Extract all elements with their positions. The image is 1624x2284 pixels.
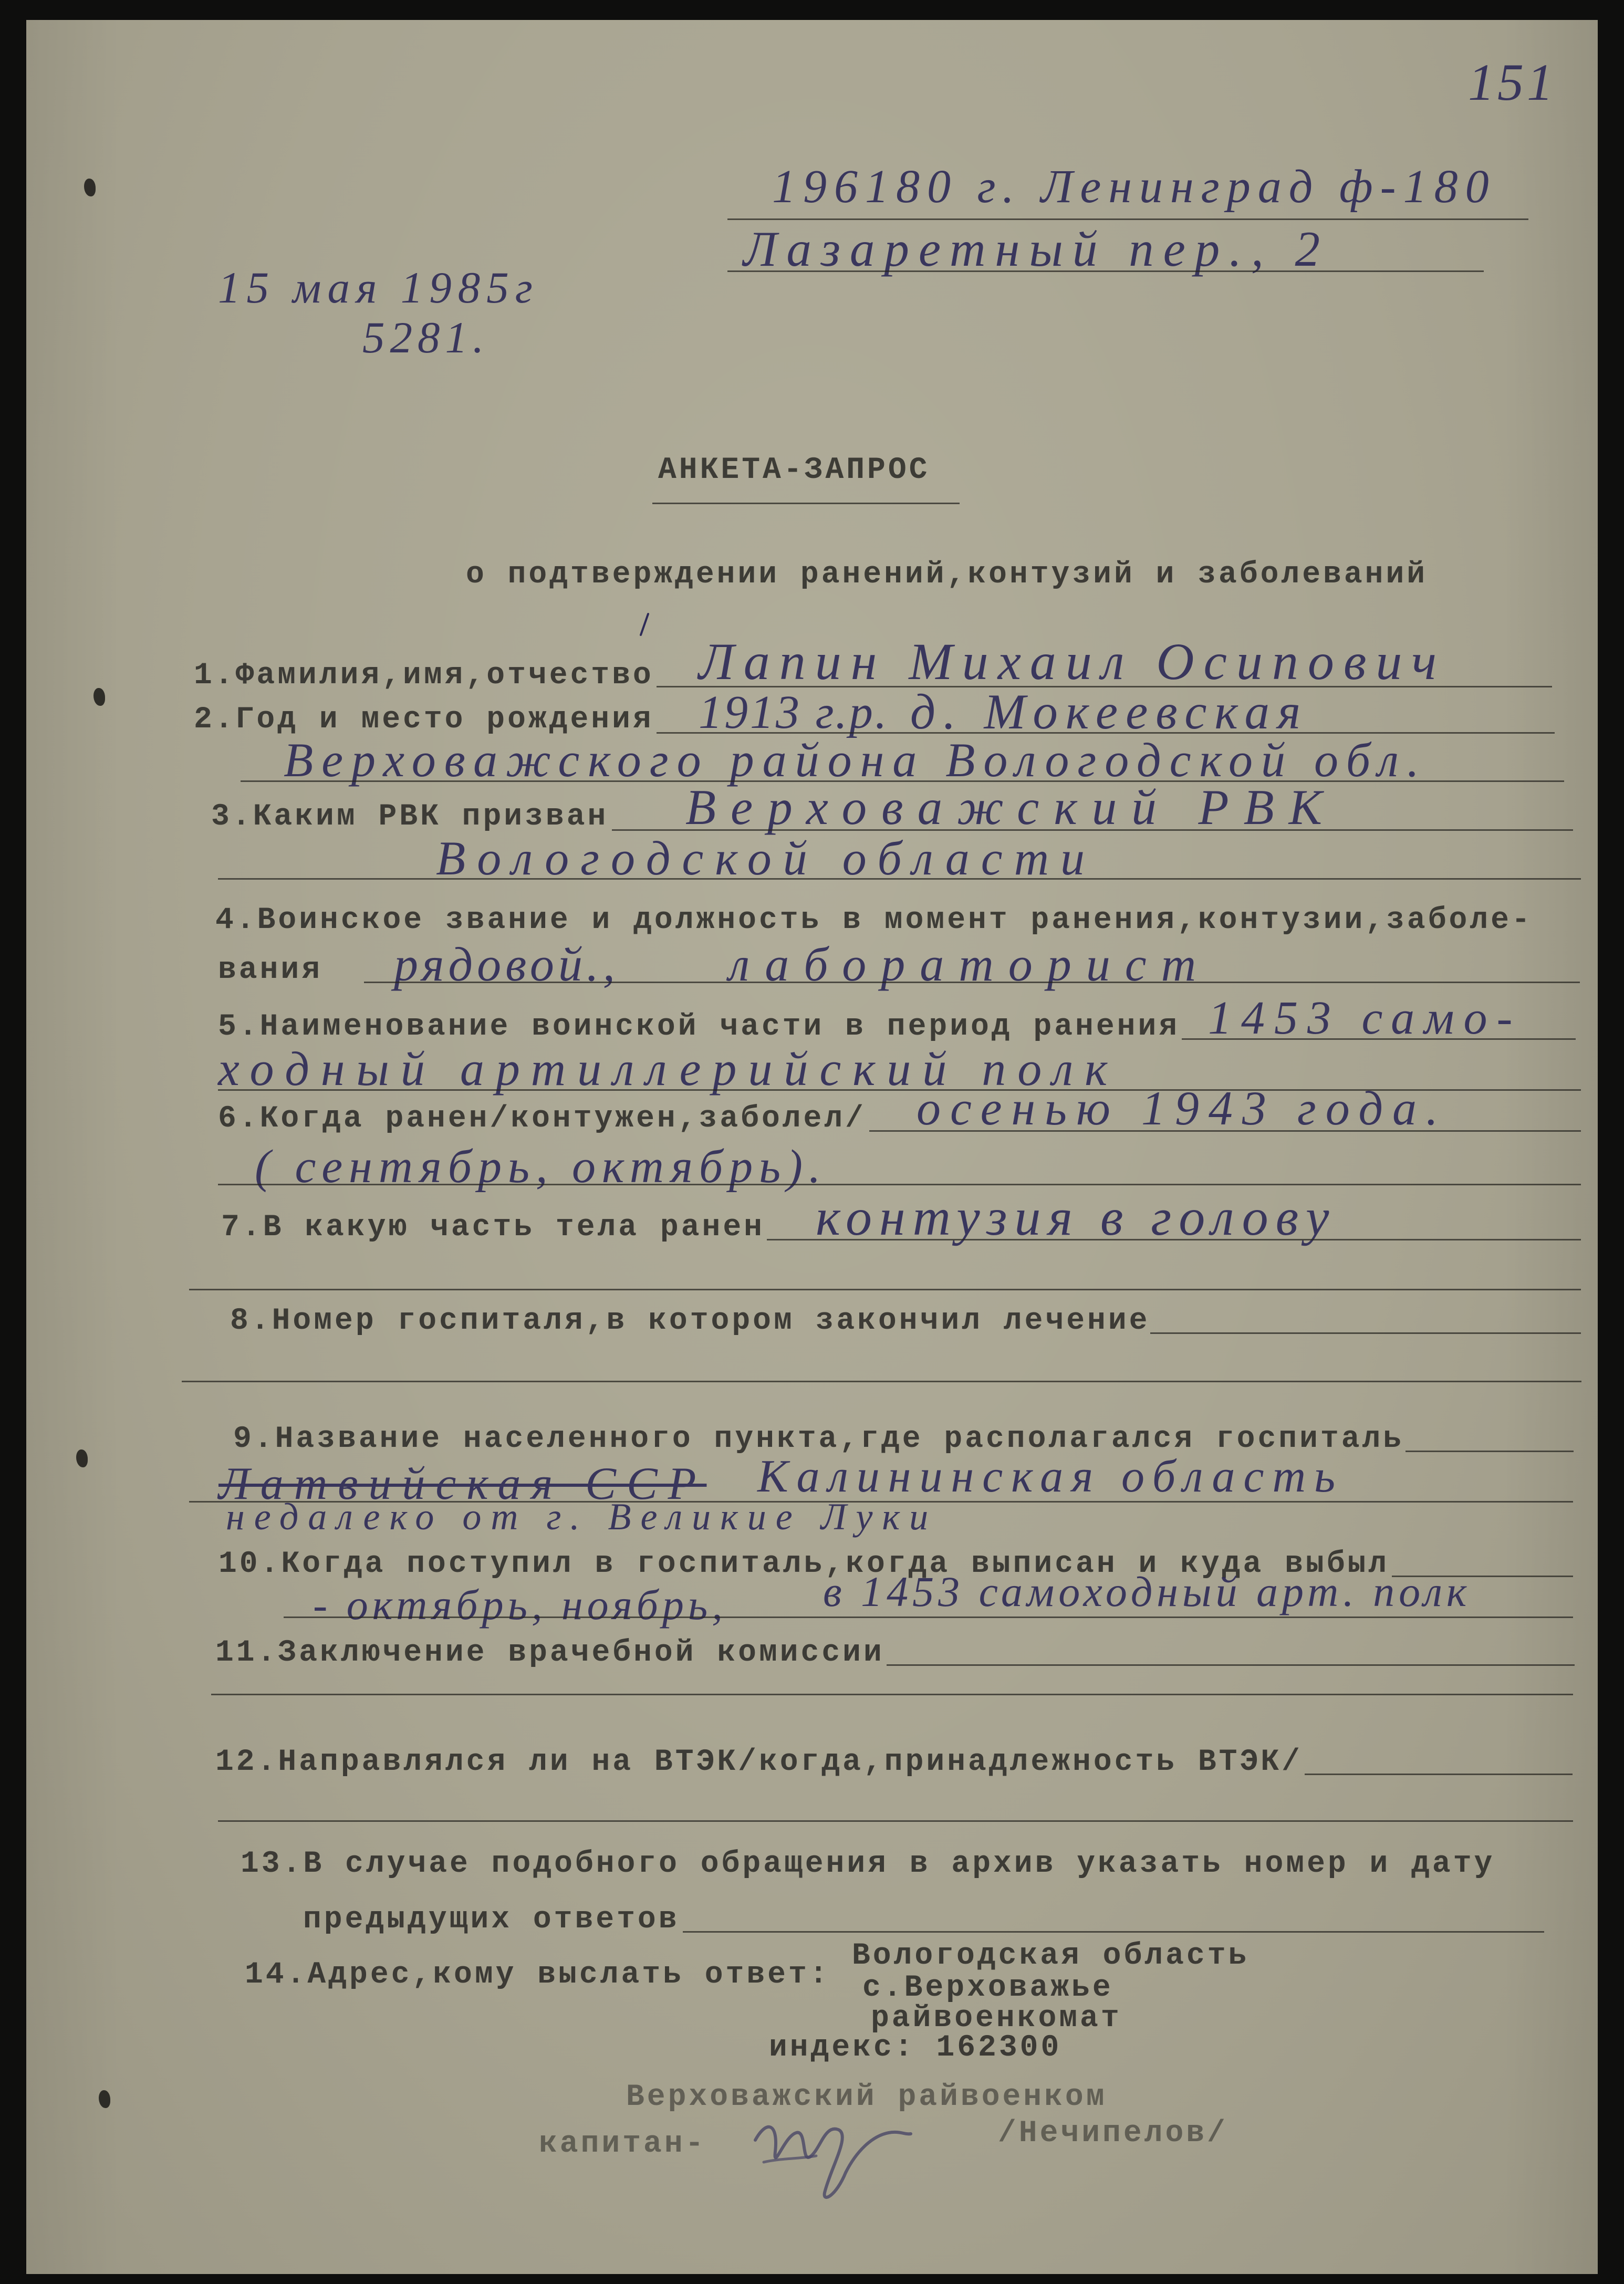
blank-answer-line [683,1931,1544,1933]
question-4-answer: лабораторист [728,937,1211,991]
return-address-underline [727,218,1528,220]
question-9-answer: Калининская область [757,1451,1344,1502]
question-2-answer: д. Мокеевская [910,684,1309,739]
blank-answer-line [1150,1332,1581,1334]
question-11-label: 11.Заключение врачебной комиссии [215,1636,884,1670]
binding-hole-mark [84,179,96,196]
question-2-answer: Верховажского района Вологодской обл. [284,733,1428,787]
question-2-answer: 1913 г.р. [699,686,889,738]
archive-page-number: 151 [1468,53,1556,111]
reply-address-postcode: индекс: 162300 [769,2031,1062,2065]
question-5-label: 5.Наименование воинской части в период ранения [218,1010,1180,1044]
question-9-answer: недалеко от г. Великие Луки [226,1496,938,1538]
question-8-label: 8.Номер госпиталя,в котором закончил лечение [230,1304,1150,1338]
answer-underline [1182,1038,1576,1040]
question-7-label: 7.В какую часть тела ранен [221,1211,765,1245]
question-6-answer: ( сентябрь, октябрь). [255,1141,827,1193]
question-6-answer: осенью 1943 года. [917,1081,1448,1135]
signatory-name: /Нечипелов/ [998,2116,1228,2151]
blank-answer-line [1305,1774,1573,1775]
request-date: 15 мая 1985г [218,263,539,312]
reply-address-line: с.Верховажье [862,1971,1113,2005]
blank-answer-line [211,1694,1573,1695]
blank-answer-line [218,1820,1573,1822]
question-3-answer: Верховажский РВК [685,779,1337,835]
reply-address-line: райвоенкомат [871,2001,1122,2036]
question-4-label: 4.Воинское звание и должность в момент ранения,контузии,заболе- [215,903,1533,937]
question-4-answer: рядовой., [394,937,619,991]
answer-underline [767,1239,1581,1240]
question-13-label: предыдущих ответов [303,1903,680,1937]
signatory-rank: капитан- [539,2127,706,2161]
return-address-line1: 196180 г. Ленинград ф-180 [772,161,1496,213]
reference-number: 5281. [362,313,490,362]
blank-answer-line [189,1289,1581,1290]
reply-address-line: Вологодская область [852,1939,1250,1973]
question-3-label: 3.Каким РВК призван [211,800,609,834]
answer-underline [284,1616,1573,1618]
question-5-answer: ходный артиллерийский полк [218,1042,1119,1096]
answer-underline [218,1184,1581,1185]
answer-underline [364,982,1580,983]
question-9-struck-answer: Латвийская ССР [218,1458,707,1509]
question-2-label: 2.Год и место рождения [194,703,654,737]
question-4-label: вания [218,953,323,987]
question-10-answer: в 1453 самоходный арт. полк [823,1568,1471,1615]
binding-hole-mark [76,1449,88,1467]
title-underline [652,503,960,504]
answer-underline [218,878,1581,880]
document-subtitle: о подтверждении ранений,контузий и заболеваний [466,558,1428,592]
return-address-line2: Лазаретный пер., 2 [743,221,1330,277]
question-5-answer: 1453 само- [1208,992,1522,1044]
question-3-answer: Вологодской области [436,831,1097,885]
blank-answer-line [887,1664,1575,1666]
binding-hole-mark [93,688,105,706]
question-12-label: 12.Направлялся ли на ВТЭК/когда,принадлежность ВТЭК/ [215,1745,1303,1779]
ink-tick-mark [637,612,652,638]
question-10-answer: - октябрь, ноябрь, [313,1581,727,1629]
question-9-label: 9.Название населенного пункта,где располагался госпиталь [233,1422,1404,1456]
answer-underline [1406,1451,1574,1452]
answer-underline [612,829,1573,831]
document-title: АНКЕТА-ЗАПРОС [658,453,930,487]
blank-answer-line [182,1381,1581,1382]
question-6-label: 6.Когда ранен/контужен,заболел/ [218,1102,866,1136]
question-1-answer: Лапин Михаил Осипович [699,632,1446,691]
signatory-office: Верховажский райвоенком [626,2080,1107,2114]
question-13-label: 13.В случае подобного обращения в архив указать номер и дату [241,1847,1495,1881]
return-address-underline [727,270,1484,272]
question-14-label: 14.Адрес,кому выслать ответ: [245,1958,830,1992]
answer-underline [869,1130,1581,1132]
binding-hole-mark [99,2090,110,2108]
question-1-label: 1.Фамилия,имя,отчество [194,659,654,693]
question-10-label: 10.Когда поступил в госпиталь,когда выписан и куда выбыл [218,1547,1390,1581]
question-7-answer: контузия в голову [816,1188,1337,1246]
handwritten-signature [746,2103,919,2208]
